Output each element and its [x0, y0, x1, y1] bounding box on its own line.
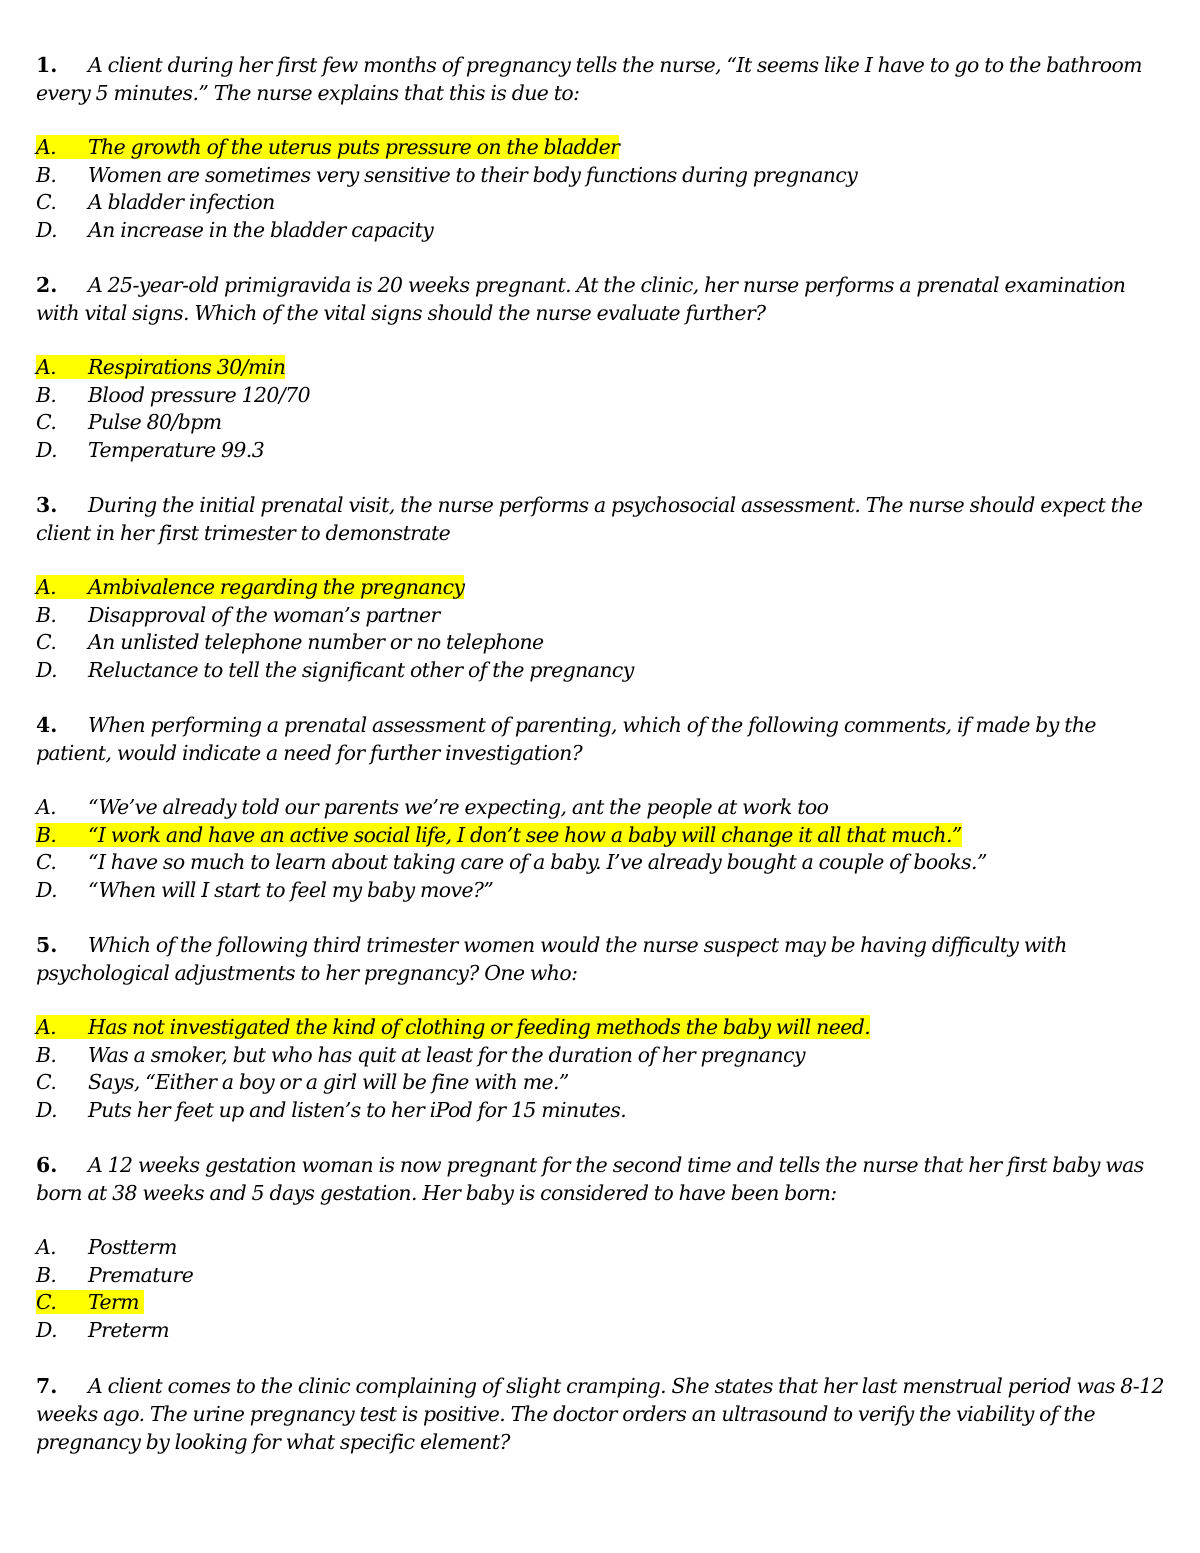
option-text: “We’ve already told our parents we’re expecting, ant the people at work too — [88, 795, 829, 819]
option-text: Was a smoker, but who has quit at least for the duration of her pregnancy — [88, 1042, 805, 1067]
option-label: D. — [36, 877, 58, 902]
answer-options — [36, 1014, 1166, 1124]
option-label: A. — [36, 795, 57, 819]
answer-option — [36, 189, 1166, 217]
answer-option — [36, 849, 1166, 877]
option-text: Reluctance to tell the significant other of the pregnancy — [88, 657, 634, 682]
option-label: B. — [36, 382, 57, 407]
question-number: 4. — [36, 713, 58, 737]
option-text: A bladder infection — [88, 190, 275, 214]
question-text — [36, 51, 1166, 107]
answer-option — [36, 437, 1166, 465]
answer-options — [36, 1234, 1166, 1344]
answer-option — [36, 794, 1166, 822]
question-number: 7. — [36, 1374, 58, 1398]
question-2 — [36, 271, 1166, 464]
option-text: Says, “Either a boy or a girl will be fine with me.” — [88, 1070, 569, 1094]
answer-option — [36, 1069, 1166, 1097]
option-text: The growth of the uterus puts pressure on the bladder — [88, 135, 620, 159]
question-stem: When performing a prenatal assessment of parenting, which of the following comments, if made by the patient, would indicate a need for further investigation? — [36, 713, 1096, 765]
question-number: 3. — [36, 493, 58, 517]
question-stem: A 25-year-old primigravida is 20 weeks pregnant. At the clinic, her nurse performs a prenatal examination with vital signs. Which of the vital signs should the nurse evaluate further? — [36, 273, 1126, 325]
option-label: C. — [36, 190, 57, 214]
answer-options — [36, 354, 1166, 464]
question-stem: During the initial prenatal visit, the nurse performs a psychosocial assessment. The nurse should expect the client in her first trimester to demonstrate — [36, 493, 1143, 545]
answer-options — [36, 794, 1166, 904]
option-text: “When will I start to feel my baby move?” — [88, 877, 494, 902]
option-text: Blood pressure 120/70 — [88, 382, 311, 407]
question-text — [36, 271, 1166, 327]
option-text: Respirations 30/min — [88, 355, 286, 379]
answer-option — [36, 1234, 1166, 1262]
option-label: C. — [36, 630, 57, 654]
question-7 — [36, 1372, 1166, 1456]
question-5 — [36, 931, 1166, 1124]
question-text — [36, 711, 1166, 767]
option-text: “I have so much to learn about taking care of a baby. I’ve already bought a couple of books.” — [88, 850, 987, 874]
question-6 — [36, 1151, 1166, 1344]
answer-option — [36, 217, 1166, 245]
question-text — [36, 931, 1166, 987]
answer-option — [36, 354, 1166, 382]
answer-options — [36, 134, 1166, 244]
question-stem: A 12 weeks gestation woman is now pregnant for the second time and tells the nurse that her first baby was born at 38 weeks and 5 days gestation. Her baby is considered to have been born: — [36, 1153, 1144, 1205]
question-number: 5. — [36, 933, 58, 957]
option-text: Women are sometimes very sensitive to their body functions during pregnancy — [88, 162, 858, 187]
option-text: Pulse 80/bpm — [88, 410, 222, 434]
option-text: An unlisted telephone number or no telephone — [88, 630, 544, 654]
question-stem: A client comes to the clinic complaining of slight cramping. She states that her last menstrual period was 8-12 weeks ago. The urine pregnancy test is positive. The doctor orders an ultrasound to verify the viability of the pregnancy by looking for what specific element? — [36, 1374, 1164, 1454]
option-label: A. — [36, 575, 57, 599]
answer-option — [36, 1289, 1166, 1317]
answer-option — [36, 602, 1166, 630]
option-text: Term — [88, 1290, 139, 1314]
question-text — [36, 491, 1166, 547]
option-label: C. — [36, 850, 57, 874]
question-1 — [36, 51, 1166, 244]
option-text: Disapproval of the woman’s partner — [88, 602, 440, 627]
option-label: B. — [36, 1262, 57, 1287]
question-number: 6. — [36, 1153, 58, 1177]
answer-option — [36, 1262, 1166, 1290]
answer-options — [36, 574, 1166, 684]
answer-option — [36, 409, 1166, 437]
option-label: D. — [36, 1097, 58, 1122]
option-text: Puts her feet up and listen’s to her iPod for 15 minutes. — [88, 1097, 627, 1122]
question-stem: A client during her first few months of pregnancy tells the nurse, “It seems like I have to go to the bathroom every 5 minutes.” The nurse explains that this is due to: — [36, 53, 1142, 105]
answer-option — [36, 134, 1166, 162]
option-text: Has not investigated the kind of clothing or feeding methods the baby will need. — [88, 1015, 871, 1039]
option-text: Temperature 99.3 — [88, 437, 265, 462]
answer-option — [36, 162, 1166, 190]
option-text: “I work and have an active social life, I don’t see how a baby will change it all that much.” — [88, 822, 962, 847]
option-label: C. — [36, 1290, 57, 1314]
option-text: Premature — [88, 1262, 194, 1287]
answer-option — [36, 1042, 1166, 1070]
question-text — [36, 1151, 1166, 1207]
answer-option — [36, 1317, 1166, 1345]
option-label: A. — [36, 135, 57, 159]
answer-option — [36, 877, 1166, 905]
option-label: B. — [36, 162, 57, 187]
option-text: An increase in the bladder capacity — [88, 217, 434, 242]
answer-option — [36, 822, 1166, 850]
option-label: C. — [36, 1070, 57, 1094]
option-label: D. — [36, 217, 58, 242]
question-4 — [36, 711, 1166, 904]
question-3 — [36, 491, 1166, 684]
option-text: Ambivalence regarding the pregnancy — [88, 575, 465, 599]
answer-option — [36, 1097, 1166, 1125]
option-text: Preterm — [88, 1317, 170, 1342]
option-label: D. — [36, 657, 58, 682]
answer-option — [36, 382, 1166, 410]
answer-option — [36, 1014, 1166, 1042]
question-stem: Which of the following third trimester women would the nurse suspect may be having difficulty with psychological adjustments to her pregnancy? One who: — [36, 933, 1067, 985]
option-label: B. — [36, 602, 57, 627]
option-label: C. — [36, 410, 57, 434]
option-label: D. — [36, 437, 58, 462]
option-label: A. — [36, 1235, 57, 1259]
option-label: A. — [36, 1015, 57, 1039]
answer-option — [36, 574, 1166, 602]
option-label: B. — [36, 822, 57, 847]
question-number: 2. — [36, 273, 58, 297]
option-label: A. — [36, 355, 57, 379]
option-text: Postterm — [88, 1235, 177, 1259]
option-label: B. — [36, 1042, 57, 1067]
answer-option — [36, 629, 1166, 657]
question-text — [36, 1372, 1166, 1456]
answer-option — [36, 657, 1166, 685]
question-number: 1. — [36, 53, 58, 77]
option-label: D. — [36, 1317, 58, 1342]
